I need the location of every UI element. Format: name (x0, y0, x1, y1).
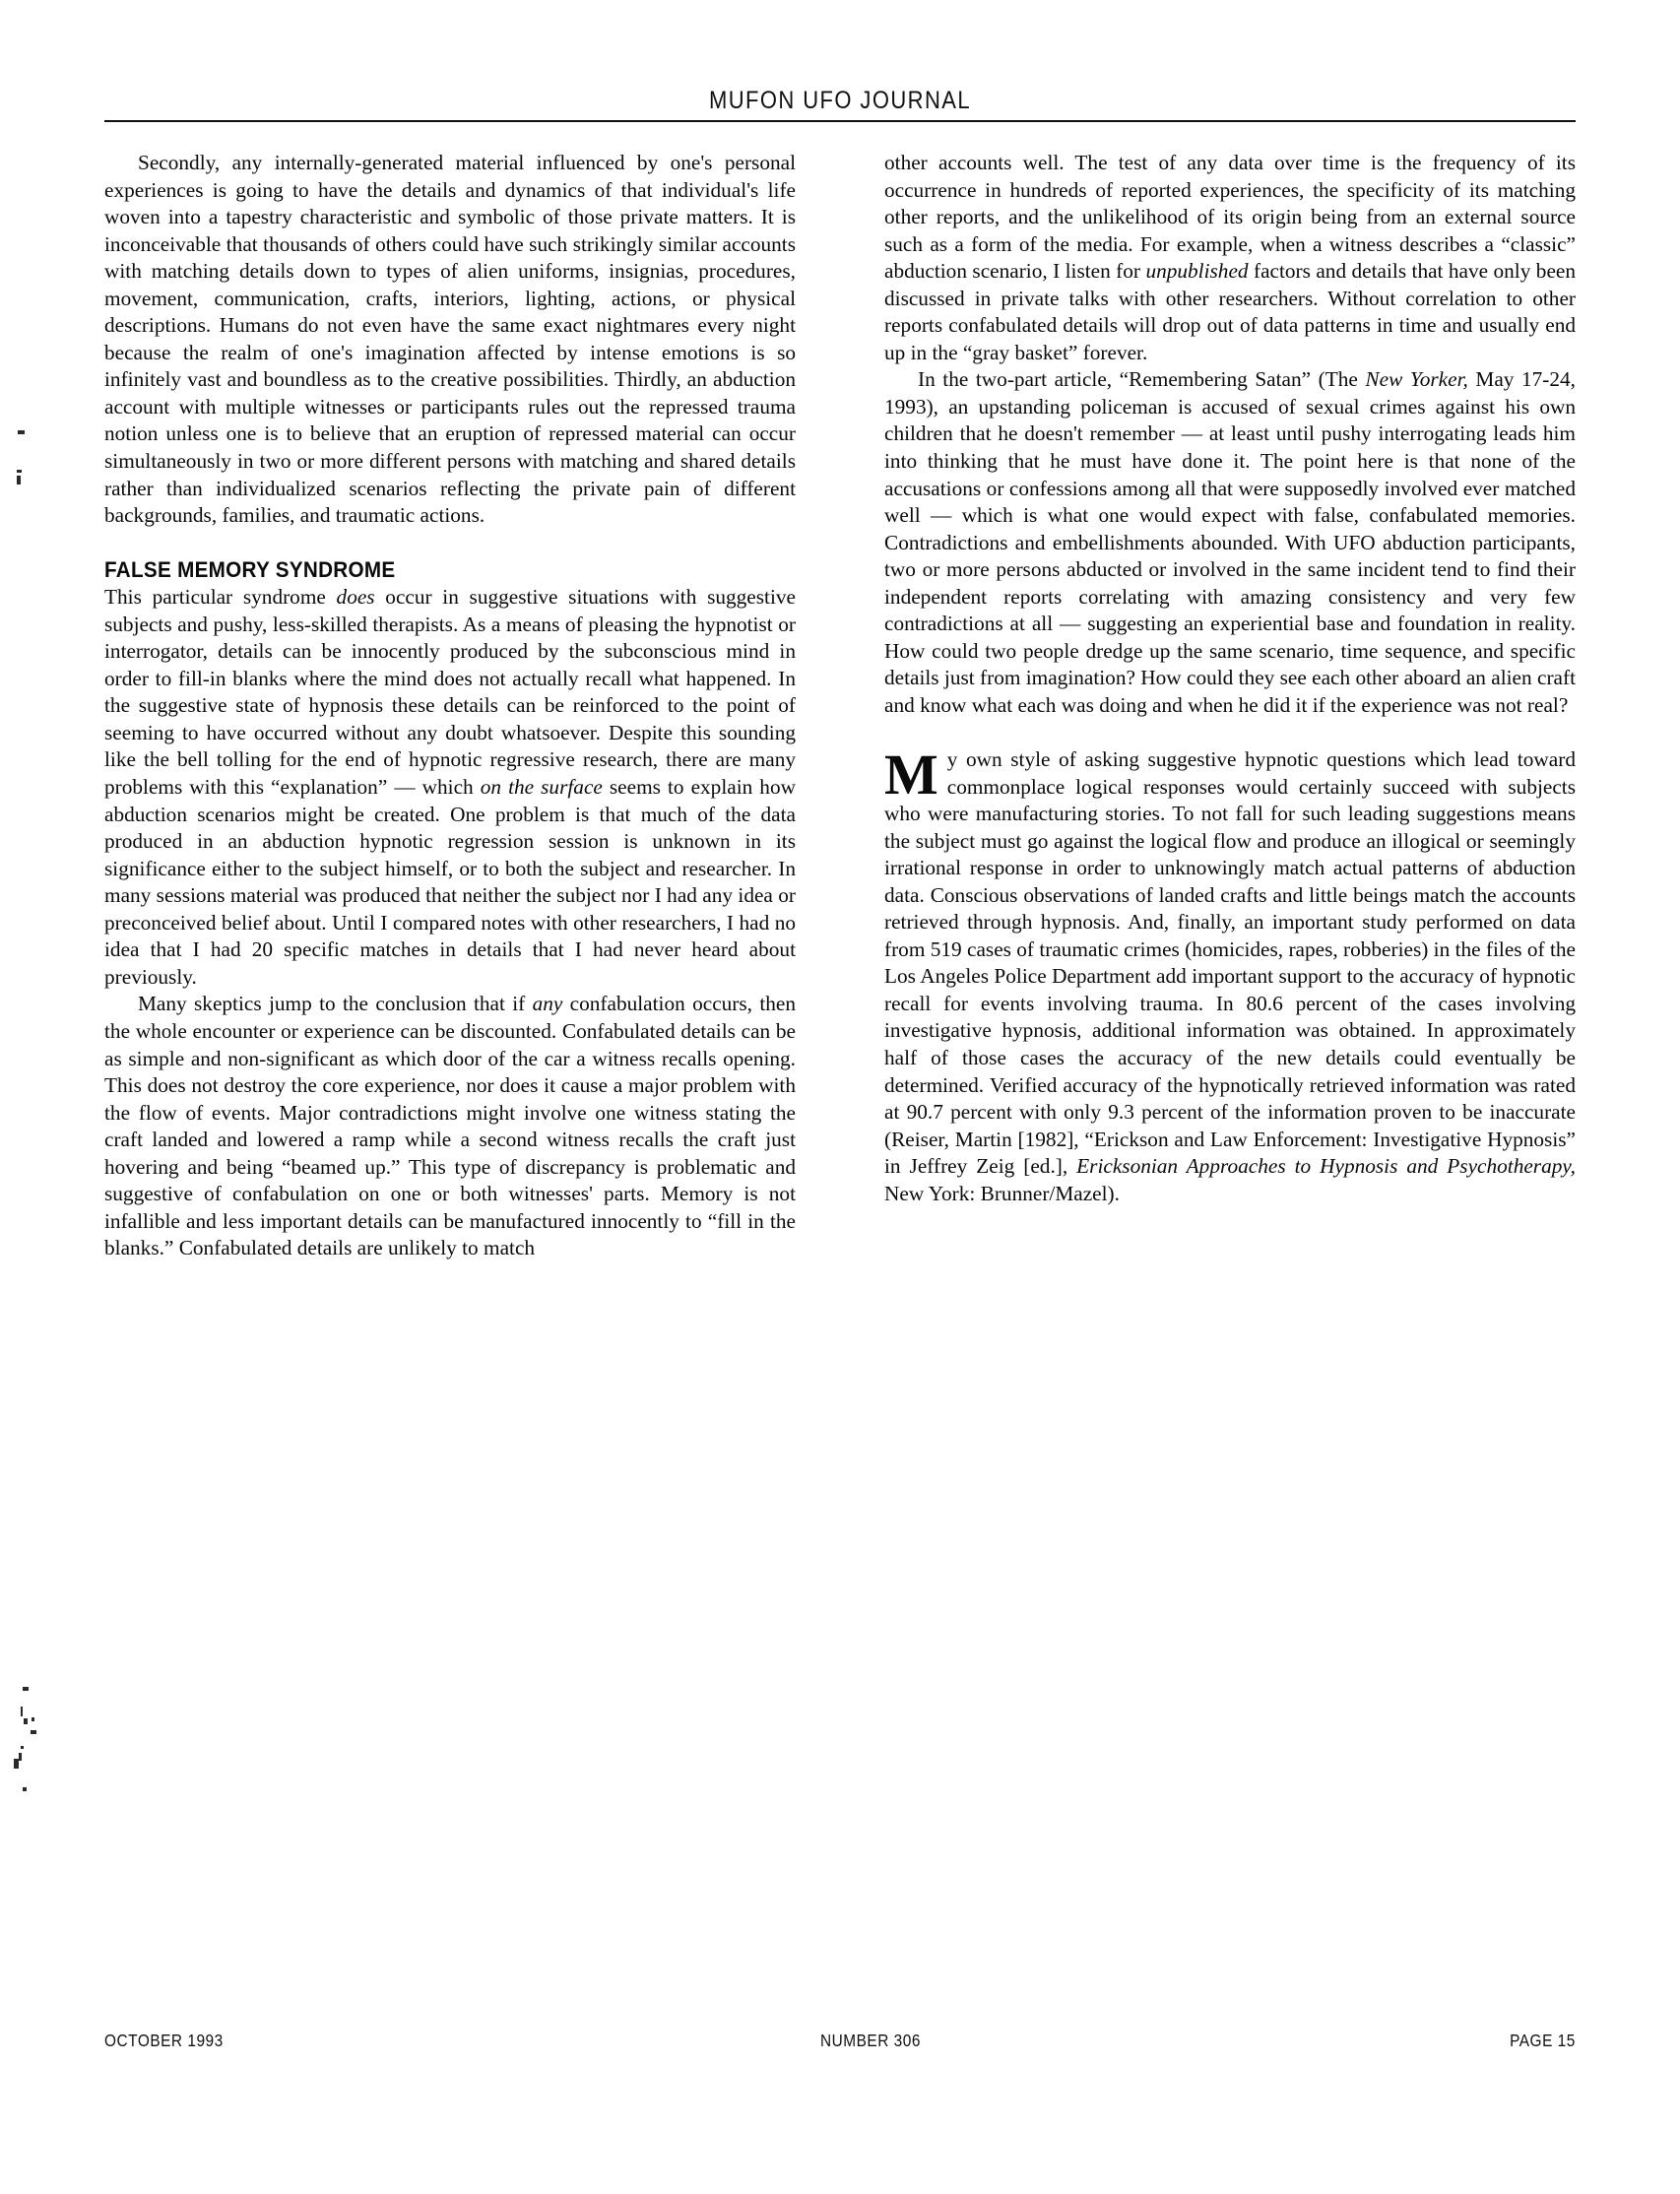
section-heading-false-memory-syndrome: FALSE MEMORY SYNDROME (104, 556, 396, 582)
italic-run: New Yorker, (1365, 367, 1468, 392)
scan-speckle (17, 476, 21, 484)
scan-speckle (32, 1717, 34, 1721)
paragraph: other accounts well. The test of any data over time is the frequency of its occurrence in hundreds of reported experiences, the specificity of its matching other reports, and the unlikelihood of its origin being from an external source such as a form of the media. For example, when a witness describes a “classic” abduction scenario, I listen for unpublished factors and details that have only been discussed in private talks with other researchers. Without correlation to other reports confabulated details will drop out of data patterns in time and usually end up in the “gray basket” forever. (884, 151, 1576, 364)
scan-speckle (23, 1787, 27, 1791)
dropcap-paragraph-text: y own style of asking suggestive hypnotic questions which lead toward commonplace logical responses would certainly succeed with subjects who were manufacturing stories. To not fall for such leading suggestions means the subject must go against the logical flow and produce an illogical or seemingly irrational response in order to unknowingly match actual patterns of abduction data. Conscious observations of landed crafts and little beings match the accounts retrieved through hypnosis. And, finally, an important study performed on data from 519 cases of traumatic crimes (homicides, rapes, robberies) in the files of the Los Angeles Police Department add important support to the accuracy of hypnotic recall for events involving trauma. In 80.6 percent of the cases involving investigative hypnosis, additional information was obtained. In approximately half of those cases the accuracy of the new details could eventually be determined. Verified accuracy of the hypnotically retrieved information was rated at 90.7 percent with only 9.3 percent of the information proven to be inaccurate (Reiser, Martin [1982], “Erickson and Law Enforcement: Investigative Hypnosis” in Jeffrey Zeig [ed.], Ericksonian Approaches to Hypnosis and Psychotherapy, New York: Brunner/Mazel). (884, 746, 1576, 1205)
italic-run: on the surface (480, 775, 603, 800)
page-masthead: MUFON UFO JOURNAL (709, 87, 971, 114)
paragraph: In the two-part article, “Remembering Satan” (The New Yorker, May 17-24, 1993), an upstanding policeman is accused of sexual crimes against his own children that he doesn't remember — at least until pushy interrogating leads him into thinking that he must have done it. The point here is that none of the accusations or confessions among all that were supposedly involved ever matched well — which is what one would expect with false, confabulated memories. Contradictions and embellishments abounded. With UFO abduction participants, two or more persons abducted or involved in the same incident tend to find their independent reports correlating with amazing consistency and very few contradictions at all — suggesting an experiential base and foundation in reality. How could two people dredge up the same scenario, time sequence, and specific details just from imagination? How could they see each other aboard an alien craft and know what each was doing and when he did it if the experience was not real? (884, 367, 1576, 717)
scan-speckle (24, 1718, 28, 1724)
scan-speckle (21, 1707, 23, 1716)
scan-speckle (19, 1753, 22, 1761)
scan-speckle (21, 1746, 24, 1749)
scan-speckle (17, 470, 22, 473)
right-column (884, 150, 1576, 1989)
page-footer (104, 2031, 1576, 2051)
drop-cap: M (884, 742, 938, 807)
scan-speckle (23, 1687, 29, 1691)
scan-speckle (31, 1730, 36, 1734)
scan-speckle (14, 1759, 19, 1769)
italic-run: does (336, 585, 375, 610)
paragraph: Many skeptics jump to the conclusion that if any confabulation occurs, then the whole encounter or experience can be discounted. Confabulated details can be as simple and non-significant as which door of the car a witness recalls opening. This does not destroy the core experience, nor does it cause a major problem with the flow of events. Major contradictions might involve one witness stating the craft landed and lowered a ramp while a second witness recalls the craft just hovering and being “beamed up.” This type of discrepancy is problematic and suggestive of confabulation on one or both witnesses' parts. Memory is not infallible and less important details can be manufactured innocently to “fill in the blanks.” Confabulated details are unlikely to match (104, 992, 797, 1260)
italic-run: unpublished (1145, 259, 1249, 284)
scan-speckle (18, 430, 25, 434)
left-column (104, 150, 796, 1989)
italic-run: Ericksonian Approaches to Hypnosis and Psychotherapy, (1076, 1154, 1576, 1179)
footer-page-number: PAGE 15 (1510, 2031, 1576, 2050)
header-rule (104, 120, 1576, 122)
footer-issue-number: NUMBER 306 (819, 2031, 921, 2050)
footer-issue-date: OCTOBER 1993 (104, 2031, 224, 2050)
paragraph: Secondly, any internally-generated material influenced by one's personal experiences is going to have the details and dynamics of that individual's life woven into a tapestry characteristic and symbolic of those private matters. It is inconceivable that thousands of others could have such strikingly similar accounts with matching details down to types of alien uniforms, insignias, procedures, movement, communication, crafts, interiors, lighting, actions, or physical descriptions. Humans do not even have the same exact nightmares every night because the realm of one's imagination affected by intense emotions is so infinitely vast and boundless as to the creative possibilities. Thirdly, an abduction account with multiple witnesses or participants rules out the repressed trauma notion unless one is to believe that an eruption of repressed material can occur simultaneously in two or more different persons with matching and shared details rather than individualized scenarios reflecting the private pain of different backgrounds, families, and traumatic actions. (104, 151, 796, 528)
paragraph: This particular syndrome does occur in suggestive situations with suggestive subjects and pushy, less-skilled therapists. As a means of pleasing the hypnotist or interrogator, details can be innocently produced by the subconscious mind in order to fill-in blanks where the mind does not actually recall what happened. In the suggestive state of hypnosis these details can be reinforced to the point of seeming to have occurred without any doubt whatsoever. Despite this sounding like the bell tolling for the end of hypnotic regressive research, there are many problems with this “explanation” — which on the surface seems to explain how abduction scenarios might be created. One problem is that much of the data produced in an abduction hypnotic regression session is unknown in its significance either to the subject himself, or to both the subject and researcher. In many sessions material was produced that neither the subject nor I had any idea or preconceived belief about. Until I compared notes with other researchers, I had no idea that I had 20 specific matches in details that I had never heard about previously. (104, 585, 796, 989)
paragraph-with-dropcap (884, 742, 1576, 1207)
italic-run: any (532, 992, 563, 1016)
article-body (104, 150, 1576, 1989)
